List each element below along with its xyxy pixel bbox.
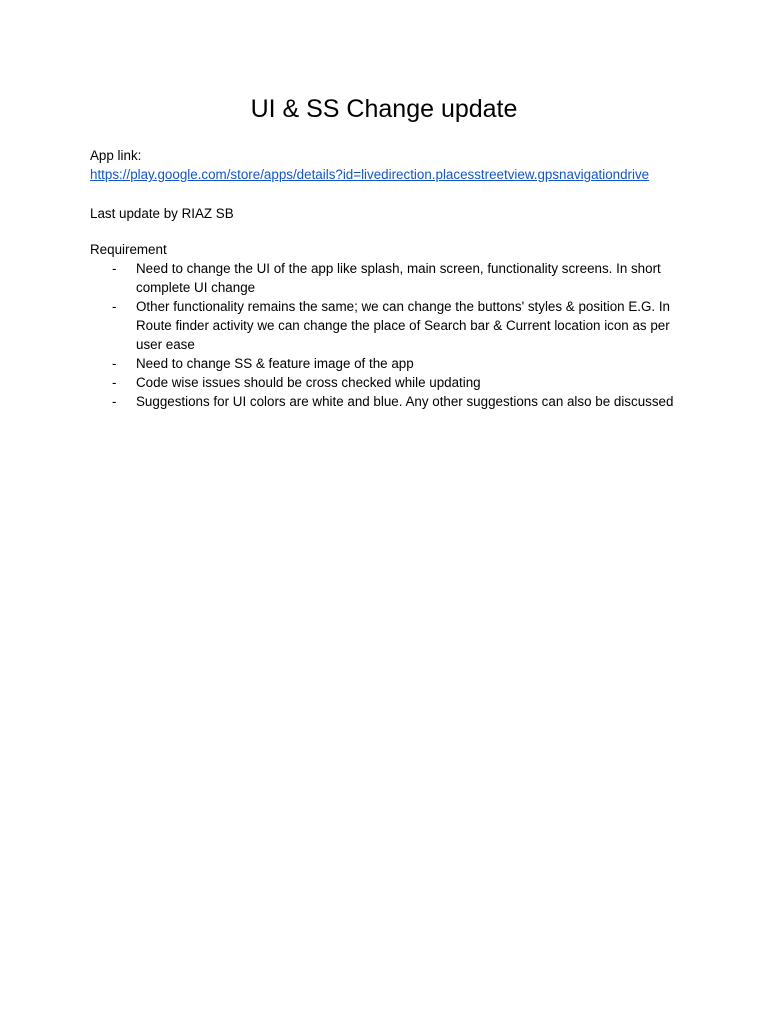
requirements-list <box>90 259 690 411</box>
bullet-dash: - <box>112 356 117 371</box>
list-item-text: Suggestions for UI colors are white and blue. Any other suggestions can also be discussed <box>136 394 674 409</box>
bullet-dash: - <box>112 299 117 314</box>
last-update-text: Last update by RIAZ SB <box>90 206 234 221</box>
bullet-dash: - <box>112 375 117 390</box>
list-item <box>90 297 690 354</box>
app-link-label: App link: <box>90 148 142 163</box>
requirement-heading: Requirement <box>90 242 167 257</box>
list-item <box>90 259 690 297</box>
list-item-text: Need to change SS & feature image of the app <box>136 356 414 371</box>
list-item-text: Other functionality remains the same; we can change the buttons' styles & position E.G. In Route finder activity we can change the place of Search bar & Current location icon as per user ease <box>136 299 670 352</box>
bullet-dash: - <box>112 394 117 409</box>
list-item-text: Need to change the UI of the app like splash, main screen, functionality screens. In short complete UI change <box>136 261 661 295</box>
document-title: UI & SS Change update <box>250 95 518 123</box>
list-item <box>90 373 690 392</box>
list-item <box>90 392 690 411</box>
app-link[interactable]: https://play.google.com/store/apps/details?id=livedirection.placesstreetview.gpsnavigationdrive <box>90 167 650 182</box>
bullet-dash: - <box>112 261 117 276</box>
list-item-text: Code wise issues should be cross checked while updating <box>136 375 481 390</box>
list-item <box>90 354 690 373</box>
